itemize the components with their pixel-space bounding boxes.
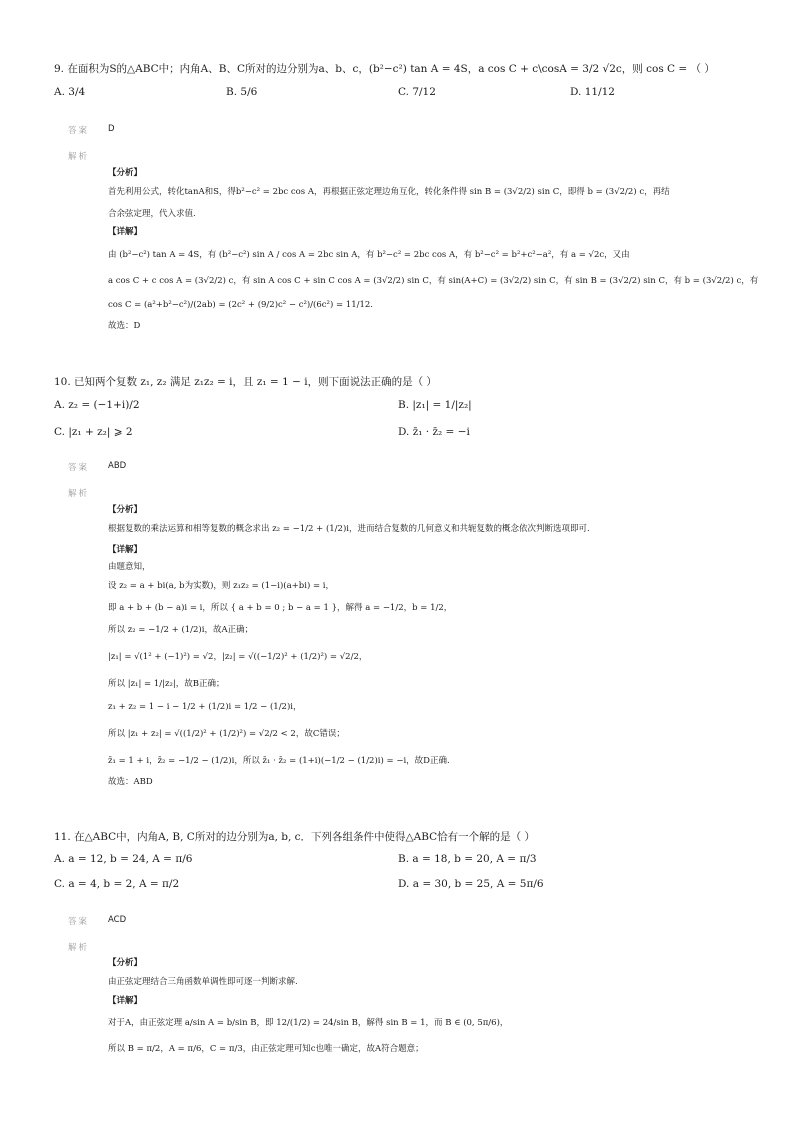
q9-fenxi-line: 首先利用公式，转化tanA和S，得b²−c² = 2bc cos A，再根据正弦定理边角互化，转化条件得 sin B = (3√2/2) sin C，即得 b = (3√2/2) c，再结 [108, 187, 670, 197]
q10-option-d: D. z̄₁ · z̄₂ = −i [398, 426, 470, 438]
q10-detail-line: 设 z₂ = a + bi(a, b为实数)，则 z₁z₂ = (1−i)(a+bi) = i， [108, 581, 335, 591]
q11-xiangjie-label: 【详解】 [108, 996, 143, 1006]
q9-fenxi-label: 【分析】 [108, 168, 143, 178]
q11-answer-value: ACD [108, 915, 127, 925]
q10-detail-line: z̄₁ = 1 + i，z̄₂ = −1/2 − (1/2)i，所以 z̄₁ · z̄₂ = (1+i)(−1/2 − (1/2)i) = −i，故D正确. [108, 756, 450, 766]
q11-answer-label: 答案 [68, 917, 90, 927]
q9-detail-line: a cos C + c cos A = (3√2/2) c，有 sin A cos C + sin C cos A = (3√2/2) sin C，有 sin(A+C) = (3√2/2) sin C，有 sin B = (3√2/2) sin C，有 b = (3√2/2) c，有 [108, 276, 759, 286]
q10-fenxi-label: 【分析】 [108, 505, 143, 515]
q9-answer-label: 答案 [68, 126, 90, 136]
q9-option-c: C. 7/12 [398, 86, 436, 98]
q9-detail-line: 由 (b²−c²) tan A = 4S，有 (b²−c²) sin A / cos A = 2bc sin A，有 b²−c² = 2bc cos A，有 b²−c² = b²+c²−a²，有 a = √2c，又由 [108, 250, 630, 260]
q10-stem: 10. 已知两个复数 z₁, z₂ 满足 z₁z₂ = i，且 z₁ = 1 − i，则下面说法正确的是（ ） [54, 376, 437, 388]
q11-detail-line: 所以 B = π/2，A = π/6，C = π/3，由正弦定理可知c也唯一确定，故A符合题意； [108, 1044, 424, 1054]
q9-fenxi-line: 合余弦定理，代入求值. [108, 209, 196, 219]
q9-answer-value: D [108, 124, 115, 134]
q9-xiangjie-label: 【详解】 [108, 227, 143, 237]
q11-option-c: C. a = 4, b = 2, A = π/2 [54, 878, 180, 890]
q10-option-c: C. |z₁ + z₂| ⩾ 2 [54, 426, 133, 438]
q10-detail-line: 故选：ABD [108, 777, 153, 787]
q10-detail-line: z₁ + z₂ = 1 − i − 1/2 + (1/2)i = 1/2 − (1/2)i， [108, 702, 302, 712]
q10-xiangjie-label: 【详解】 [108, 545, 143, 555]
q11-analysis-label: 解析 [68, 943, 90, 953]
q11-fenxi-label: 【分析】 [108, 958, 143, 968]
q9-option-b: B. 5/6 [226, 86, 258, 98]
q10-analysis-label: 解析 [68, 489, 90, 499]
q11-fenxi-line: 由正弦定理结合三角函数单调性即可逐一判断求解. [108, 977, 298, 987]
q9-option-d: D. 11/12 [570, 86, 615, 98]
q11-detail-line: 对于A，由正弦定理 a/sin A = b/sin B，即 12/(1/2) = 24/sin B，解得 sin B = 1，而 B ∈ (0, 5π/6)， [108, 1018, 509, 1028]
q11-option-a: A. a = 12, b = 24, A = π/6 [54, 853, 193, 865]
q10-fenxi-line: 根据复数的乘法运算和相等复数的概念求出 z₂ = −1/2 + (1/2)i，进而结合复数的几何意义和共轭复数的概念依次判断选项即可. [108, 524, 590, 534]
q10-answer-value: ABD [108, 461, 127, 471]
q11-option-d: D. a = 30, b = 25, A = 5π/6 [398, 878, 544, 890]
q9-detail-line: cos C = (a²+b²−c²)/(2ab) = (2c² + (9/2)c² − c²)/(6c²) = 11/12. [108, 300, 373, 310]
q10-option-b: B. |z₁| = 1/|z₂| [398, 399, 472, 411]
q9-analysis-label: 解析 [68, 152, 90, 162]
q10-detail-line: 所以 |z₁ + z₂| = √((1/2)² + (1/2)²) = √2/2 < 2，故C错误； [108, 729, 345, 739]
q11-stem: 11. 在△ABC中，内角A, B, C所对的边分别为a, b, c．下列各组条件中使得△ABC恰有一个解的是（ ） [54, 831, 535, 843]
q10-detail-line: 即 a + b + (b − a)i = i，所以 { a + b = 0 ; b − a = 1 }，解得 a = −1/2，b = 1/2， [108, 603, 453, 613]
q10-detail-line: |z₁| = √(1² + (−1)²) = √2，|z₂| = √((−1/2)² + (1/2)²) = √2/2， [108, 652, 368, 662]
q10-option-a: A. z₂ = (−1+i)/2 [54, 399, 140, 411]
q10-answer-label: 答案 [68, 463, 90, 473]
q9-stem: 9. 在面积为S的△ABC中；内角A、B、C所对的边分别为a、b、c，(b²−c²) tan A = 4S，a cos C + c\cosA = 3/2 √2c，则 cos C = （ ） [54, 63, 715, 75]
q11-option-b: B. a = 18, b = 20, A = π/3 [398, 853, 537, 865]
q9-detail-line: 故选：D [108, 321, 141, 331]
q10-detail-line: 所以 z₂ = −1/2 + (1/2)i，故A正确； [108, 625, 254, 635]
q9-option-a: A. 3/4 [54, 86, 86, 98]
q10-detail-line: 所以 |z₁| = 1/|z₂|，故B正确； [108, 679, 225, 689]
q10-detail-line: 由题意知， [108, 562, 151, 572]
